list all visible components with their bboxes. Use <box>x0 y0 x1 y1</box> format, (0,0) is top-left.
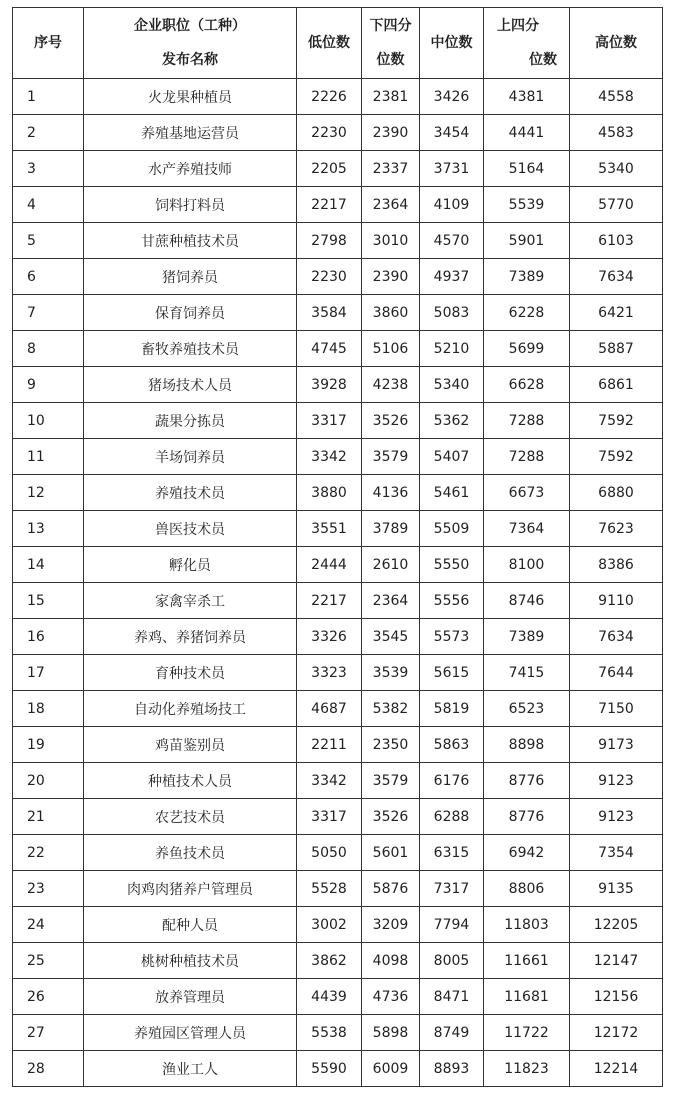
cell-median: 5550 <box>420 547 484 583</box>
cell-low: 3862 <box>297 943 362 979</box>
cell-high: 7592 <box>570 403 663 439</box>
cell-lower-quartile: 2350 <box>362 727 420 763</box>
table-row <box>13 115 663 151</box>
cell-index: 25 <box>13 943 84 979</box>
cell-lower-quartile: 4238 <box>362 367 420 403</box>
cell-median: 5210 <box>420 331 484 367</box>
cell-low: 5538 <box>297 1015 362 1051</box>
table-row <box>13 835 663 871</box>
cell-index: 3 <box>13 151 84 187</box>
cell-lower-quartile: 3209 <box>362 907 420 943</box>
cell-high: 7150 <box>570 691 663 727</box>
cell-lower-quartile: 5898 <box>362 1015 420 1051</box>
cell-upper-quartile: 8776 <box>484 763 570 799</box>
cell-job-title: 畜牧养殖技术员 <box>84 331 297 367</box>
cell-low: 5590 <box>297 1051 362 1087</box>
table-row <box>13 79 663 115</box>
cell-low: 4439 <box>297 979 362 1015</box>
cell-low: 2798 <box>297 223 362 259</box>
cell-high: 5340 <box>570 151 663 187</box>
cell-index: 13 <box>13 511 84 547</box>
cell-job-title: 养殖基地运营员 <box>84 115 297 151</box>
cell-high: 7354 <box>570 835 663 871</box>
cell-low: 2230 <box>297 259 362 295</box>
cell-index: 17 <box>13 655 84 691</box>
header-uq-line1: 上四分 <box>497 18 539 34</box>
cell-job-title: 保育饲养员 <box>84 295 297 331</box>
cell-upper-quartile: 5901 <box>484 223 570 259</box>
table-row <box>13 799 663 835</box>
cell-high: 7623 <box>570 511 663 547</box>
cell-job-title: 农艺技术员 <box>84 799 297 835</box>
cell-lower-quartile: 3539 <box>362 655 420 691</box>
cell-median: 8893 <box>420 1051 484 1087</box>
cell-index: 8 <box>13 331 84 367</box>
cell-median: 3731 <box>420 151 484 187</box>
header-lq-line1: 下四分 <box>369 18 412 34</box>
cell-high: 12205 <box>570 907 663 943</box>
cell-upper-quartile: 8776 <box>484 799 570 835</box>
cell-high: 7592 <box>570 439 663 475</box>
cell-upper-quartile: 7364 <box>484 511 570 547</box>
cell-index: 24 <box>13 907 84 943</box>
cell-upper-quartile: 11803 <box>484 907 570 943</box>
cell-low: 3326 <box>297 619 362 655</box>
cell-upper-quartile: 5539 <box>484 187 570 223</box>
cell-job-title: 育种技术员 <box>84 655 297 691</box>
cell-lower-quartile: 2390 <box>362 259 420 295</box>
cell-index: 5 <box>13 223 84 259</box>
cell-high: 4558 <box>570 79 663 115</box>
table-row <box>13 871 663 907</box>
table-row <box>13 655 663 691</box>
table-row <box>13 367 663 403</box>
cell-high: 9123 <box>570 799 663 835</box>
cell-upper-quartile: 7288 <box>484 403 570 439</box>
cell-median: 4109 <box>420 187 484 223</box>
cell-high: 9173 <box>570 727 663 763</box>
cell-median: 5573 <box>420 619 484 655</box>
cell-low: 5050 <box>297 835 362 871</box>
table-row <box>13 439 663 475</box>
header-lq-line2: 位数 <box>376 52 405 68</box>
cell-lower-quartile: 2364 <box>362 583 420 619</box>
cell-lower-quartile: 5382 <box>362 691 420 727</box>
cell-low: 2444 <box>297 547 362 583</box>
table-row <box>13 691 663 727</box>
cell-upper-quartile: 4381 <box>484 79 570 115</box>
cell-median: 5509 <box>420 511 484 547</box>
cell-job-title: 水产养殖技师 <box>84 151 297 187</box>
cell-low: 4687 <box>297 691 362 727</box>
cell-index: 22 <box>13 835 84 871</box>
header-uq-line2: 位数 <box>529 52 557 68</box>
cell-job-title: 配种人员 <box>84 907 297 943</box>
cell-index: 21 <box>13 799 84 835</box>
cell-high: 4583 <box>570 115 663 151</box>
cell-index: 16 <box>13 619 84 655</box>
cell-lower-quartile: 2337 <box>362 151 420 187</box>
cell-job-title: 猪场技术人员 <box>84 367 297 403</box>
cell-low: 2230 <box>297 115 362 151</box>
header-index: 序号 <box>13 8 84 79</box>
cell-median: 5083 <box>420 295 484 331</box>
cell-high: 12172 <box>570 1015 663 1051</box>
cell-index: 6 <box>13 259 84 295</box>
table-row <box>13 331 663 367</box>
cell-low: 2205 <box>297 151 362 187</box>
cell-job-title: 家禽宰杀工 <box>84 583 297 619</box>
table-row <box>13 943 663 979</box>
table-row <box>13 619 663 655</box>
cell-low: 3928 <box>297 367 362 403</box>
cell-median: 5340 <box>420 367 484 403</box>
cell-lower-quartile: 2610 <box>362 547 420 583</box>
cell-index: 12 <box>13 475 84 511</box>
cell-low: 3342 <box>297 763 362 799</box>
table-row <box>13 295 663 331</box>
table-row <box>13 979 663 1015</box>
cell-median: 6176 <box>420 763 484 799</box>
header-row <box>13 8 663 79</box>
cell-upper-quartile: 6628 <box>484 367 570 403</box>
cell-high: 9135 <box>570 871 663 907</box>
cell-job-title: 养鸡、养猪饲养员 <box>84 619 297 655</box>
cell-job-title: 养鱼技术员 <box>84 835 297 871</box>
cell-low: 3584 <box>297 295 362 331</box>
cell-index: 23 <box>13 871 84 907</box>
cell-low: 4745 <box>297 331 362 367</box>
header-high: 高位数 <box>570 8 663 79</box>
cell-index: 10 <box>13 403 84 439</box>
cell-index: 1 <box>13 79 84 115</box>
cell-median: 7317 <box>420 871 484 907</box>
header-low: 低位数 <box>297 8 362 79</box>
cell-upper-quartile: 5164 <box>484 151 570 187</box>
table-row <box>13 1051 663 1087</box>
header-job-line1: 企业职位（工种） <box>134 18 246 34</box>
cell-high: 7644 <box>570 655 663 691</box>
cell-upper-quartile: 4441 <box>484 115 570 151</box>
cell-lower-quartile: 3579 <box>362 439 420 475</box>
cell-median: 3454 <box>420 115 484 151</box>
cell-lower-quartile: 4136 <box>362 475 420 511</box>
cell-lower-quartile: 3579 <box>362 763 420 799</box>
cell-index: 4 <box>13 187 84 223</box>
cell-index: 26 <box>13 979 84 1015</box>
salary-table <box>12 7 663 1087</box>
table-body <box>13 79 663 1087</box>
cell-job-title: 甘蔗种植技术员 <box>84 223 297 259</box>
cell-high: 9123 <box>570 763 663 799</box>
cell-median: 6288 <box>420 799 484 835</box>
cell-job-title: 羊场饲养员 <box>84 439 297 475</box>
cell-index: 2 <box>13 115 84 151</box>
cell-index: 28 <box>13 1051 84 1087</box>
cell-median: 8005 <box>420 943 484 979</box>
cell-lower-quartile: 5601 <box>362 835 420 871</box>
cell-median: 5556 <box>420 583 484 619</box>
cell-lower-quartile: 5106 <box>362 331 420 367</box>
cell-job-title: 孵化员 <box>84 547 297 583</box>
cell-upper-quartile: 6942 <box>484 835 570 871</box>
table-row <box>13 151 663 187</box>
cell-low: 5528 <box>297 871 362 907</box>
cell-job-title: 渔业工人 <box>84 1051 297 1087</box>
cell-upper-quartile: 11722 <box>484 1015 570 1051</box>
table-row <box>13 727 663 763</box>
cell-job-title: 自动化养殖场技工 <box>84 691 297 727</box>
cell-index: 11 <box>13 439 84 475</box>
cell-upper-quartile: 6523 <box>484 691 570 727</box>
cell-job-title: 养殖技术员 <box>84 475 297 511</box>
table-row <box>13 475 663 511</box>
cell-low: 3880 <box>297 475 362 511</box>
cell-index: 7 <box>13 295 84 331</box>
table-row <box>13 547 663 583</box>
cell-lower-quartile: 3545 <box>362 619 420 655</box>
cell-high: 6421 <box>570 295 663 331</box>
cell-low: 3342 <box>297 439 362 475</box>
table-row <box>13 511 663 547</box>
cell-upper-quartile: 8806 <box>484 871 570 907</box>
cell-low: 2211 <box>297 727 362 763</box>
cell-low: 3323 <box>297 655 362 691</box>
header-job-title <box>84 8 297 79</box>
header-upper-quartile <box>484 8 570 79</box>
cell-median: 5362 <box>420 403 484 439</box>
cell-median: 5615 <box>420 655 484 691</box>
cell-upper-quartile: 7389 <box>484 619 570 655</box>
cell-lower-quartile: 2381 <box>362 79 420 115</box>
cell-upper-quartile: 7415 <box>484 655 570 691</box>
cell-median: 4570 <box>420 223 484 259</box>
cell-upper-quartile: 11661 <box>484 943 570 979</box>
cell-high: 7634 <box>570 619 663 655</box>
cell-upper-quartile: 6228 <box>484 295 570 331</box>
cell-low: 2226 <box>297 79 362 115</box>
cell-low: 2217 <box>297 187 362 223</box>
cell-lower-quartile: 5876 <box>362 871 420 907</box>
cell-index: 9 <box>13 367 84 403</box>
cell-high: 5887 <box>570 331 663 367</box>
cell-low: 2217 <box>297 583 362 619</box>
cell-high: 7634 <box>570 259 663 295</box>
cell-upper-quartile: 8898 <box>484 727 570 763</box>
cell-median: 8749 <box>420 1015 484 1051</box>
cell-high: 6880 <box>570 475 663 511</box>
cell-upper-quartile: 11681 <box>484 979 570 1015</box>
cell-index: 18 <box>13 691 84 727</box>
cell-job-title: 火龙果种植员 <box>84 79 297 115</box>
cell-high: 5770 <box>570 187 663 223</box>
table-row <box>13 403 663 439</box>
cell-lower-quartile: 3526 <box>362 799 420 835</box>
cell-upper-quartile: 7288 <box>484 439 570 475</box>
cell-lower-quartile: 3526 <box>362 403 420 439</box>
cell-lower-quartile: 2364 <box>362 187 420 223</box>
cell-job-title: 种植技术人员 <box>84 763 297 799</box>
cell-upper-quartile: 8100 <box>484 547 570 583</box>
cell-lower-quartile: 3860 <box>362 295 420 331</box>
cell-job-title: 放养管理员 <box>84 979 297 1015</box>
cell-job-title: 肉鸡肉猪养户管理员 <box>84 871 297 907</box>
cell-median: 8471 <box>420 979 484 1015</box>
table-row <box>13 259 663 295</box>
cell-job-title: 饲料打料员 <box>84 187 297 223</box>
cell-low: 3002 <box>297 907 362 943</box>
cell-upper-quartile: 11823 <box>484 1051 570 1087</box>
cell-median: 4937 <box>420 259 484 295</box>
cell-upper-quartile: 8746 <box>484 583 570 619</box>
cell-index: 15 <box>13 583 84 619</box>
cell-lower-quartile: 4098 <box>362 943 420 979</box>
cell-job-title: 兽医技术员 <box>84 511 297 547</box>
cell-index: 14 <box>13 547 84 583</box>
cell-median: 7794 <box>420 907 484 943</box>
cell-job-title: 桃树种植技术员 <box>84 943 297 979</box>
table-row <box>13 583 663 619</box>
header-job-line2: 发布名称 <box>162 52 218 68</box>
cell-high: 12156 <box>570 979 663 1015</box>
table-row <box>13 223 663 259</box>
cell-low: 3317 <box>297 799 362 835</box>
cell-job-title: 鸡苗鉴别员 <box>84 727 297 763</box>
cell-upper-quartile: 7389 <box>484 259 570 295</box>
table-row <box>13 1015 663 1051</box>
cell-index: 19 <box>13 727 84 763</box>
table-row <box>13 187 663 223</box>
cell-low: 3317 <box>297 403 362 439</box>
cell-high: 12214 <box>570 1051 663 1087</box>
cell-job-title: 养殖园区管理人员 <box>84 1015 297 1051</box>
table-row <box>13 763 663 799</box>
cell-high: 12147 <box>570 943 663 979</box>
cell-low: 3551 <box>297 511 362 547</box>
cell-median: 5863 <box>420 727 484 763</box>
cell-high: 6861 <box>570 367 663 403</box>
table-row <box>13 907 663 943</box>
cell-lower-quartile: 4736 <box>362 979 420 1015</box>
cell-lower-quartile: 6009 <box>362 1051 420 1087</box>
cell-median: 5461 <box>420 475 484 511</box>
header-median: 中位数 <box>420 8 484 79</box>
cell-lower-quartile: 2390 <box>362 115 420 151</box>
cell-lower-quartile: 3010 <box>362 223 420 259</box>
cell-index: 20 <box>13 763 84 799</box>
cell-upper-quartile: 5699 <box>484 331 570 367</box>
cell-high: 9110 <box>570 583 663 619</box>
cell-high: 6103 <box>570 223 663 259</box>
cell-index: 27 <box>13 1015 84 1051</box>
cell-upper-quartile: 6673 <box>484 475 570 511</box>
cell-median: 6315 <box>420 835 484 871</box>
cell-median: 5407 <box>420 439 484 475</box>
cell-median: 3426 <box>420 79 484 115</box>
header-lower-quartile <box>362 8 420 79</box>
cell-lower-quartile: 3789 <box>362 511 420 547</box>
cell-job-title: 猪饲养员 <box>84 259 297 295</box>
cell-median: 5819 <box>420 691 484 727</box>
cell-job-title: 蔬果分拣员 <box>84 403 297 439</box>
cell-high: 8386 <box>570 547 663 583</box>
